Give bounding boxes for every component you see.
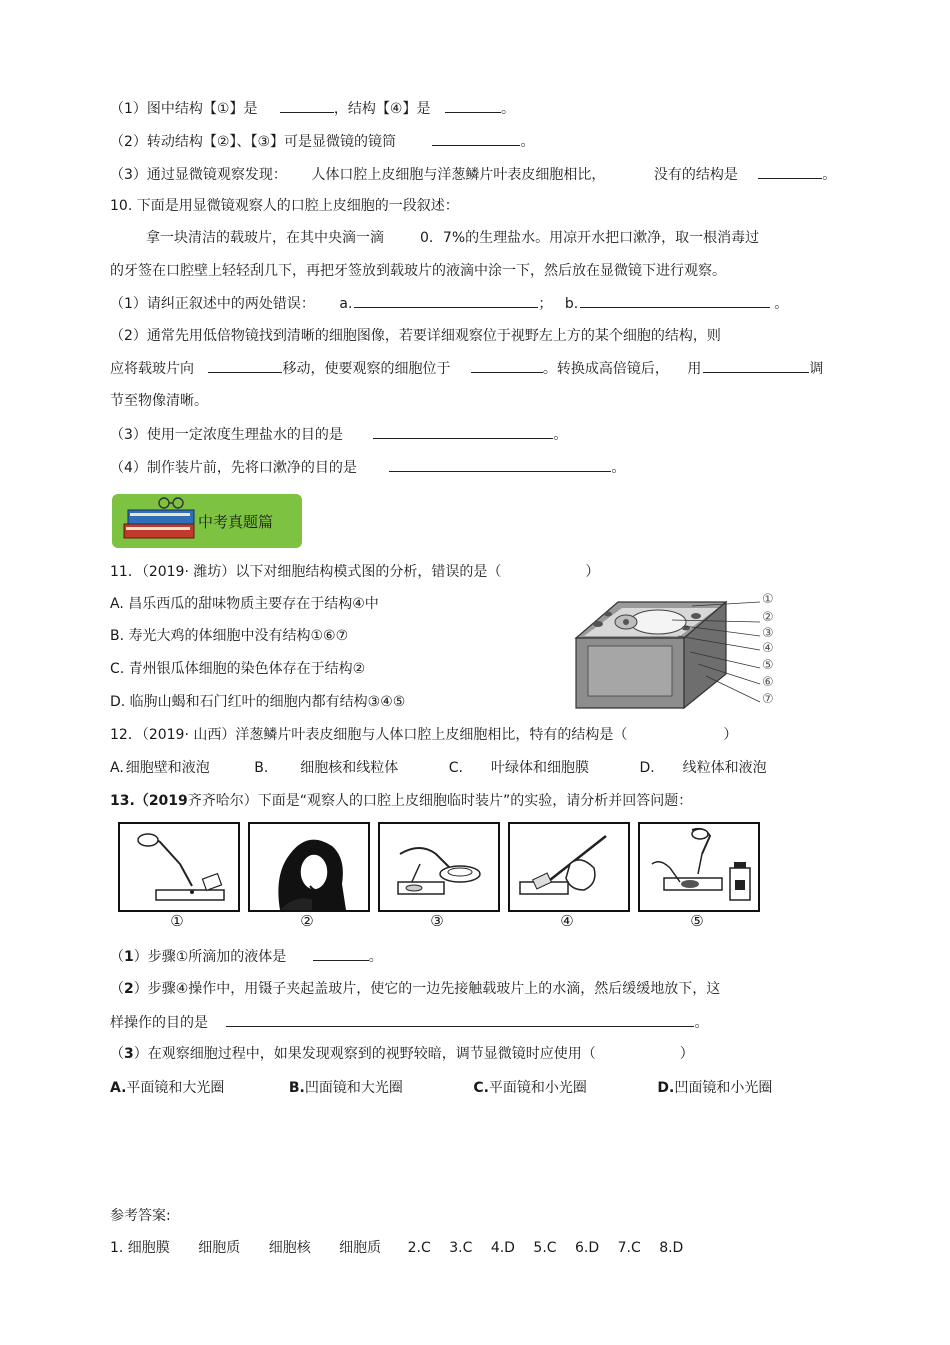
q12-option-d[interactable]: D. 线粒体和液泡 (639, 760, 767, 776)
q11-option-c[interactable]: C. 青州银瓜体细胞的染色体存在于结构② (110, 661, 366, 677)
q11-option-a[interactable]: A. 昌乐西瓜的甜味物质主要存在于结构④中 (110, 596, 379, 612)
step-1-image (118, 822, 240, 912)
q10-blank-direction[interactable] (208, 358, 282, 373)
q10-blank-b[interactable] (580, 293, 770, 308)
q13-part3: （3）在观察细胞过程中，如果发现观察到的视野较暗，调节显微镜时应使用（ ） (110, 1046, 694, 1062)
q10-part2-line3: 节至物像清晰。 (110, 393, 208, 409)
q9-part3: （3）通过显微镜观察发现： 人体口腔上皮细胞与洋葱鳞片叶表皮细胞相比， 没有的结构是 。 (110, 164, 836, 184)
q9-part2: （2）转动结构【②】、【③】可是显微镜的镜筒 。 (110, 131, 534, 151)
books-icon (118, 494, 204, 548)
q10-paragraph-1: 拿一块清洁的载玻片，在其中央滴一滴 0．7%的生理盐水。用凉开水把口漱净，取一根消毒过 (146, 230, 760, 246)
cell-label-4: ④ (762, 641, 774, 656)
step-1-label: ① (170, 912, 184, 930)
q13-stem: 13.（2019齐齐哈尔）下面是“观察人的口腔上皮细胞临时装片”的实验，请分析并回答问题： (110, 793, 693, 809)
q9-part1: （1）图中结构【①】是 ，结构【④】是 。 (110, 98, 515, 118)
q12-option-a[interactable]: A. 细胞壁和液泡 (110, 760, 210, 776)
q10-part1: （1）请纠正叙述中的两处错误： a. ； b. 。 (110, 293, 788, 313)
cell-label-5: ⑤ (762, 658, 774, 673)
q13-blank-liquid[interactable] (313, 946, 369, 961)
step-3-image (378, 822, 500, 912)
q13-blank-purpose[interactable] (226, 1012, 694, 1027)
experiment-steps-figure (118, 822, 760, 932)
q10-part2-line2: 应将载玻片向 移动，使要观察的细胞位于 。转换成高倍镜后， 用 调 (110, 358, 823, 378)
q13-part1: （1）步骤①所滴加的液体是 。 (110, 946, 383, 966)
q10-part3: （3）使用一定浓度生理盐水的目的是 。 (110, 424, 567, 444)
q11-option-d[interactable]: D. 临朐山蝎和石门红叶的细胞内都有结构③④⑤ (110, 694, 406, 710)
section-banner (112, 494, 302, 548)
cell-label-2: ② (762, 610, 774, 625)
q13-option-d[interactable]: D.凹面镜和小光圈 (657, 1080, 773, 1096)
q9-blank-4[interactable] (758, 164, 822, 179)
answers-line: 1. 细胞膜 细胞质 细胞核 细胞质 2.C 3.C 4.D 5.C 6.D 7.C 8.D (110, 1240, 684, 1256)
q13-option-c[interactable]: C.平面镜和小光圈 (473, 1080, 587, 1096)
step-2-label: ② (300, 912, 314, 930)
q10-part2-line1: （2）通常先用低倍物镜找到清晰的细胞图像，若要详细观察位于视野左上方的某个细胞的结构，则 (110, 328, 721, 344)
q10-blank-position[interactable] (471, 358, 543, 373)
cell-label-7: ⑦ (762, 692, 774, 707)
step-5-image (638, 822, 760, 912)
cell-label-3: ③ (762, 626, 774, 641)
q10-part4: （4）制作装片前，先将口漱净的目的是 。 (110, 457, 625, 477)
q10-blank-saline[interactable] (373, 424, 553, 439)
q12-option-c[interactable]: C. 叶绿体和细胞膜 (448, 760, 589, 776)
q13-option-a[interactable]: A.平面镜和大光圈 (110, 1080, 225, 1096)
q10-blank-a[interactable] (354, 293, 538, 308)
q9-blank-2[interactable] (445, 98, 501, 113)
q10-blank-adjust[interactable] (703, 358, 809, 373)
cell-label-6: ⑥ (762, 675, 774, 690)
q10-title: 10. 下面是用显微镜观察人的口腔上皮细胞的一段叙述： (110, 198, 459, 214)
step-5-label: ⑤ (690, 912, 704, 930)
q10-paragraph-2: 的牙签在口腔壁上轻轻刮几下，再把牙签放到载玻片的液滴中涂一下，然后放在显微镜下进行观察。 (110, 263, 726, 279)
cell-label-1: ① (762, 592, 774, 607)
step-2-image (248, 822, 370, 912)
q12-option-b[interactable]: B. 细胞核和线粒体 (254, 760, 399, 776)
q12-stem: 12．（2019· 山西）洋葱鳞片叶表皮细胞与人体口腔上皮细胞相比，特有的结构是（ ） (110, 727, 738, 743)
q11-stem: 11．（2019· 潍坊）以下对细胞结构模式图的分析，错误的是（ ） (110, 564, 600, 580)
q13-options (110, 1078, 772, 1098)
step-3-label: ③ (430, 912, 444, 930)
plant-cell-labels (762, 592, 774, 709)
step-4-label: ④ (560, 912, 574, 930)
q9-blank-3[interactable] (432, 131, 520, 146)
plant-cell-figure (566, 592, 786, 716)
answers-title: 参考答案: (110, 1208, 171, 1224)
q13-option-b[interactable]: B.凹面镜和大光圈 (288, 1080, 403, 1096)
q10-blank-rinse[interactable] (389, 457, 611, 472)
section-banner-label: 中考真题篇 (198, 513, 274, 531)
q11-option-b[interactable]: B. 寿光大鸡的体细胞中没有结构①⑥⑦ (110, 628, 349, 644)
q9-blank-1[interactable] (280, 98, 334, 113)
q13-part2-line2: 样操作的目的是 。 (110, 1012, 708, 1032)
q13-part2-line1: （2）步骤④操作中，用镊子夹起盖玻片，使它的一边先接触载玻片上的水滴，然后缓缓地放下，这 (110, 981, 721, 997)
q12-options (110, 758, 767, 778)
step-4-image (508, 822, 630, 912)
